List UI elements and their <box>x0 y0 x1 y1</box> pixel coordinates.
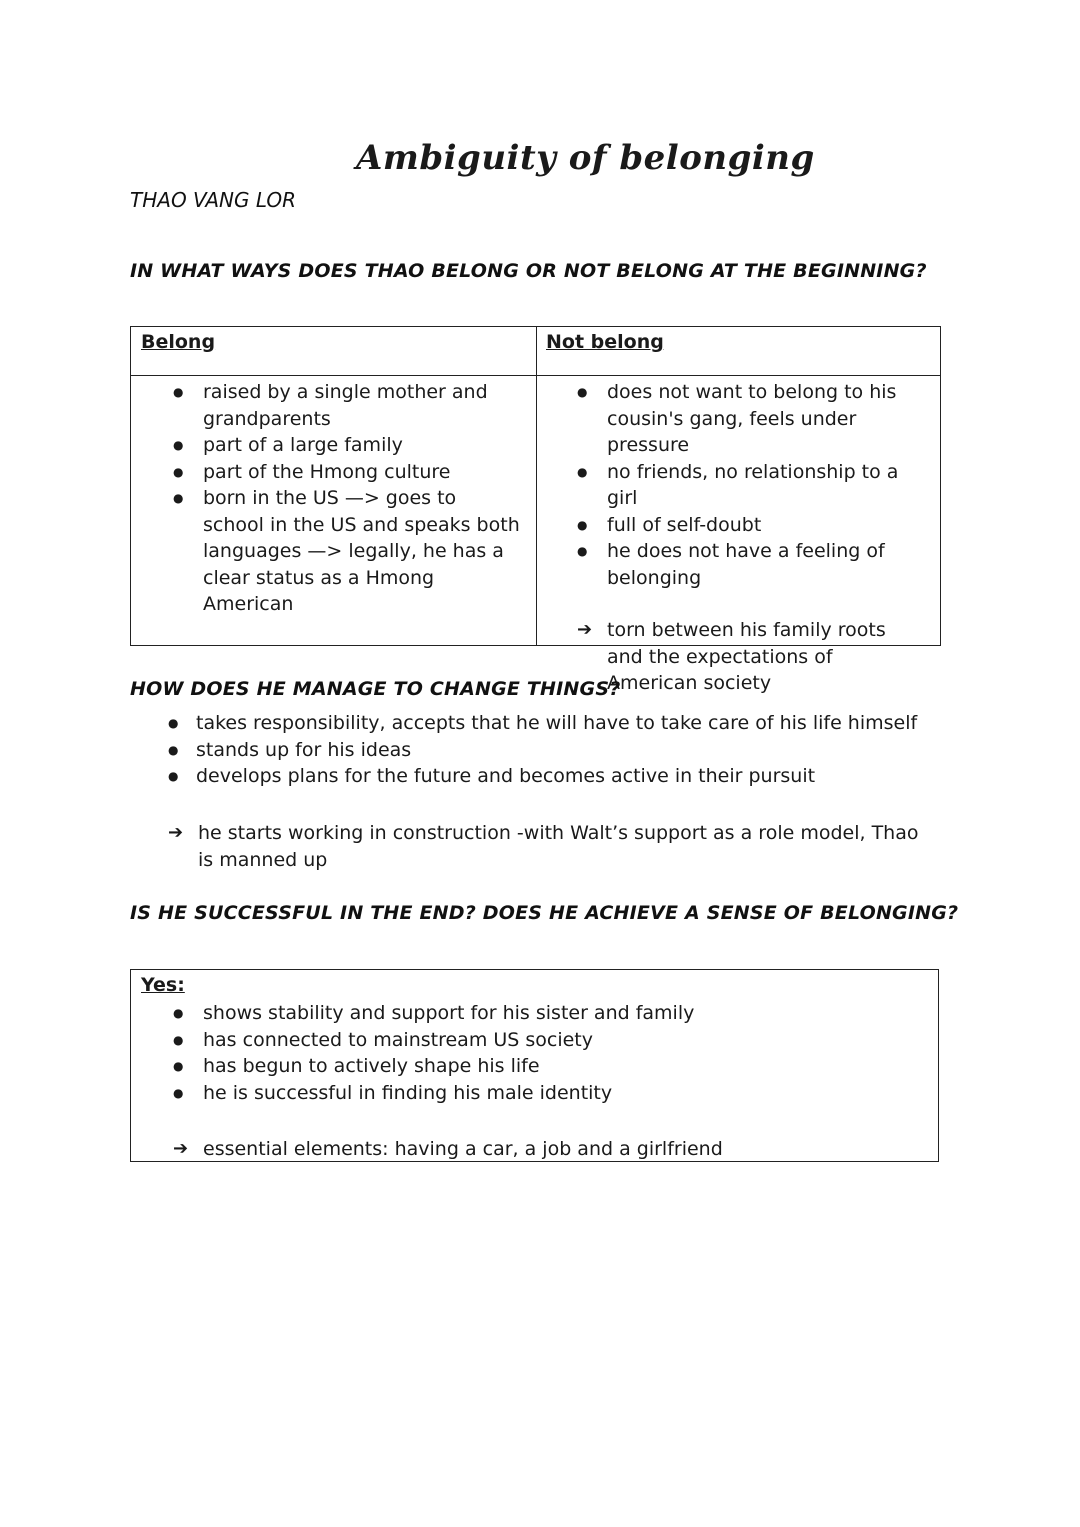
question-2: HOW DOES HE MANAGE TO CHANGE THINGS? <box>130 678 621 700</box>
list-item: ● has begun to actively shape his life <box>173 1053 913 1080</box>
list-item: ● born in the US —> goes to school in the US and speaks both languages —> legally, he has a clear status as a Hmong American <box>173 485 523 618</box>
list-item: ● has connected to mainstream US society <box>173 1027 913 1054</box>
list-item: ● raised by a single mother and grandparents <box>173 379 523 432</box>
list-item: ● takes responsibility, accepts that he will have to take care of his life himself <box>168 710 948 737</box>
list-item: ● he is successful in finding his male identity <box>173 1080 913 1107</box>
list-item: ● full of self-doubt <box>577 512 927 539</box>
question-3: IS HE SUCCESSFUL IN THE END? DOES HE ACHIEVE A SENSE OF BELONGING? <box>130 902 959 924</box>
arrow-right-icon: ➔ <box>173 1138 189 1159</box>
list-item: ● stands up for his ideas <box>168 737 948 764</box>
list-item: ● part of a large family <box>173 432 523 459</box>
list-item: ● no friends, no relationship to a girl <box>577 459 927 512</box>
not-belong-column <box>577 379 927 697</box>
list-item: ● shows stability and support for his sister and family <box>173 1000 913 1027</box>
arrow-right-icon: ➔ <box>168 822 184 843</box>
question-1: IN WHAT WAYS DOES THAO BELONG OR NOT BELONG AT THE BEGINNING? <box>130 260 927 282</box>
page-title: Ambiguity of belonging <box>356 138 815 178</box>
belong-column <box>173 379 523 618</box>
arrow-right-icon: ➔ <box>577 619 593 640</box>
conclusion-not-belong: ➔ torn between his family roots and the expectations of American society <box>577 619 886 694</box>
yes-label: Yes: <box>141 974 185 996</box>
conclusion-change: ➔ he starts working in construction -with Walt’s support as a role model, Thao is manned up <box>168 822 919 871</box>
header-belong: Belong <box>141 331 216 353</box>
change-list <box>168 710 948 790</box>
success-box <box>130 969 939 1162</box>
list-item: ● he does not have a feeling of belonging <box>577 538 927 591</box>
list-item: ● part of the Hmong culture <box>173 459 523 486</box>
character-name: THAO VANG LOR <box>130 188 297 212</box>
list-item: ● develops plans for the future and becomes active in their pursuit <box>168 763 948 790</box>
list-item: ● does not want to belong to his cousin's gang, feels under pressure <box>577 379 927 459</box>
header-not-belong: Not belong <box>546 331 664 353</box>
table-divider-horizontal <box>131 375 940 376</box>
success-list <box>173 1000 913 1106</box>
conclusion-success: ➔ essential elements: having a car, a job and a girlfriend <box>173 1136 943 1163</box>
